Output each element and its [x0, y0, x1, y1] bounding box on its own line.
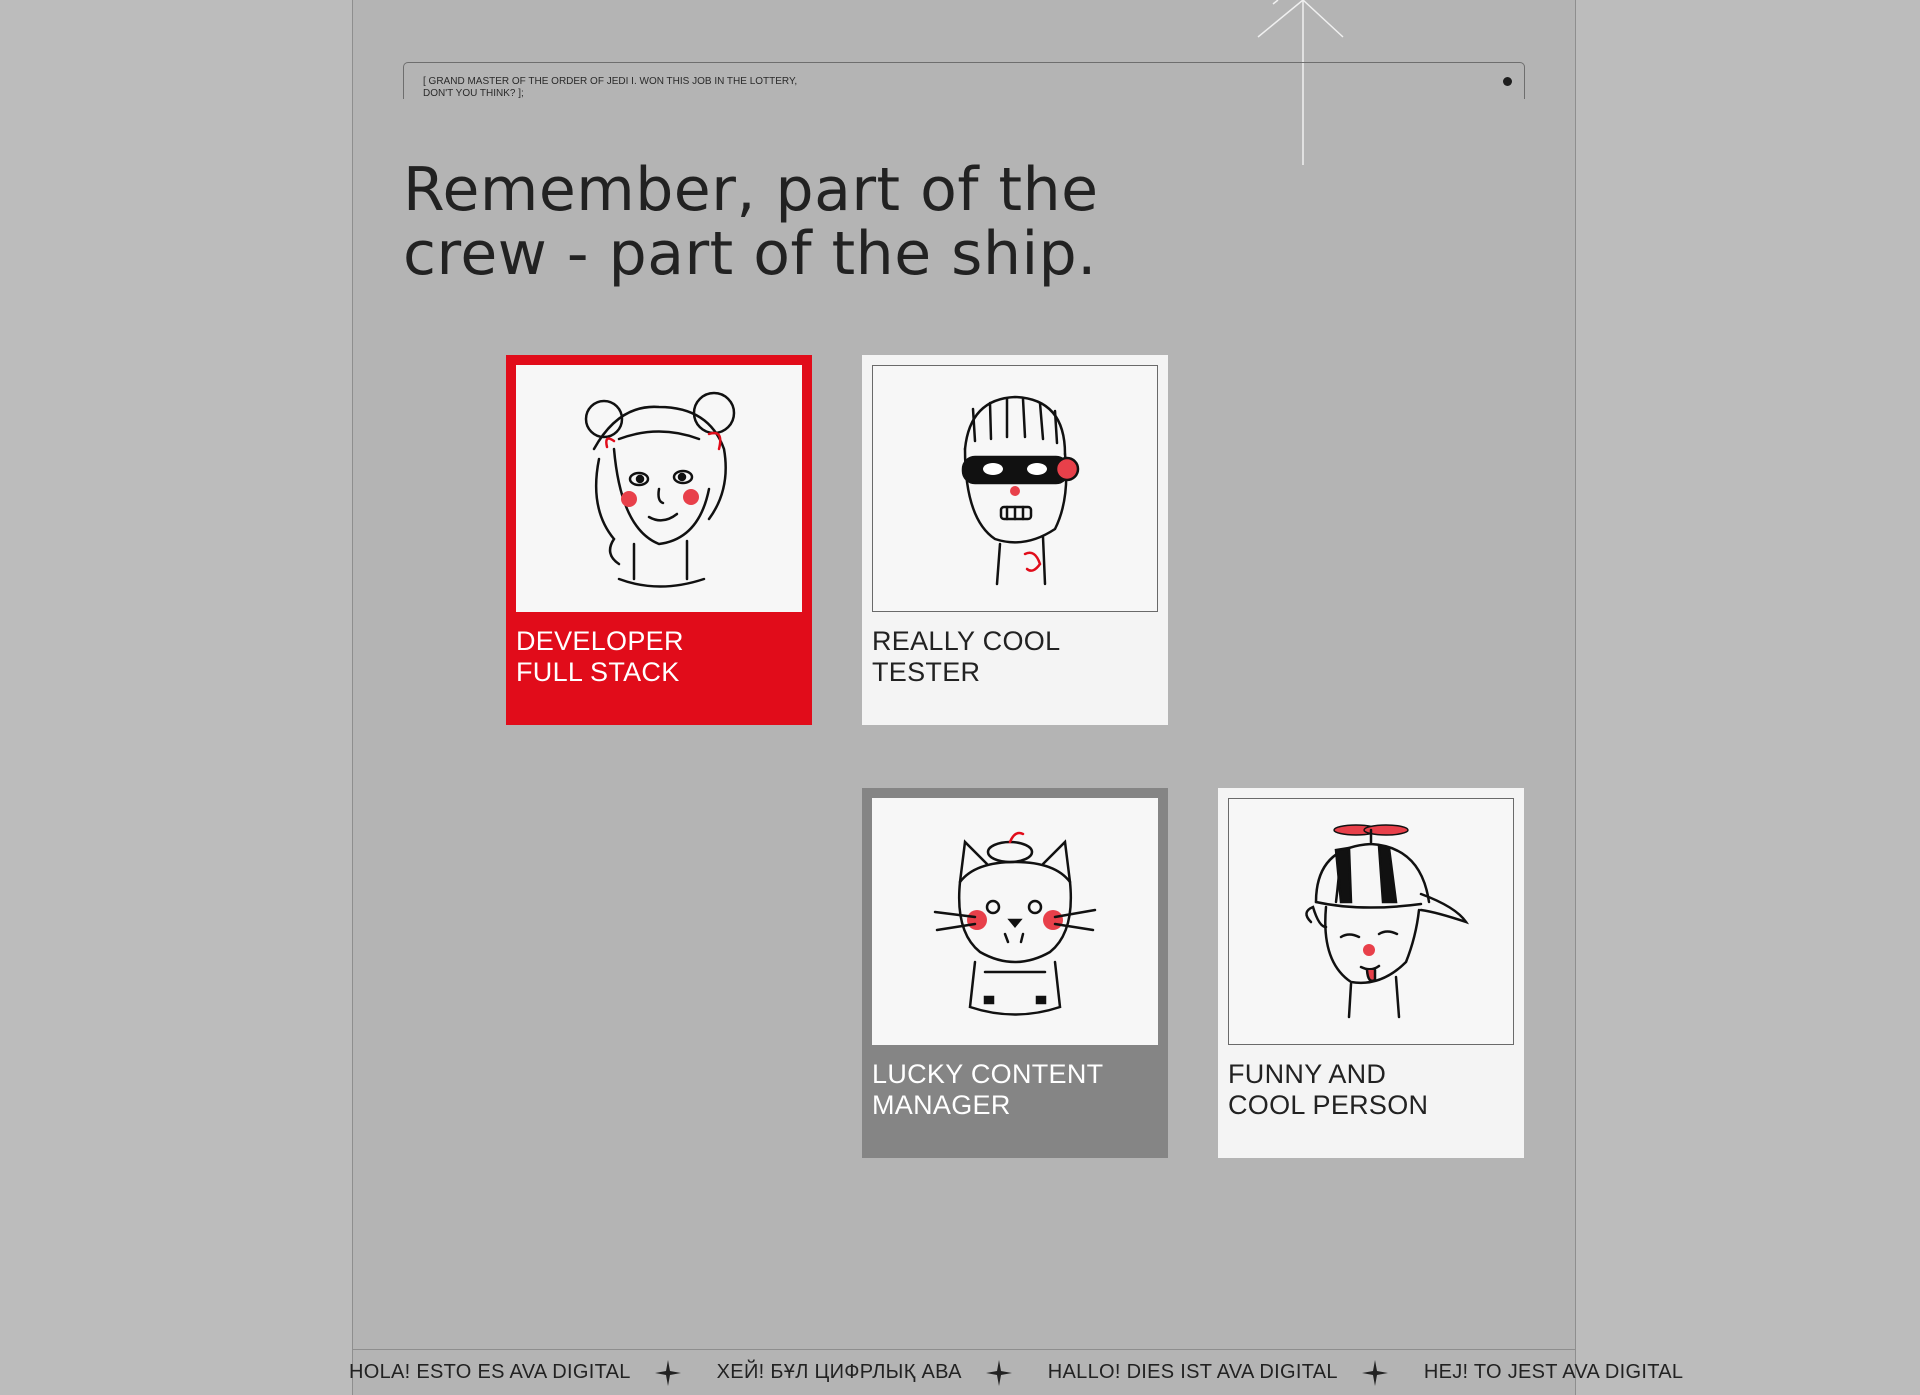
girl-with-buns-portrait-icon — [559, 379, 759, 599]
team-card-label: DEVELOPER FULL STACK — [516, 626, 684, 687]
star-icon — [1362, 1360, 1388, 1386]
title-line-1: Remember, part of the — [403, 155, 1099, 225]
team-card-developer[interactable] — [506, 355, 812, 725]
team-card-funny-person[interactable] — [1218, 788, 1524, 1158]
title-line-2: crew - part of the ship. — [403, 219, 1097, 289]
ticker-item: ХЕЙ! БҰЛ ЦИФРЛЫҚ АВА — [716, 1361, 962, 1383]
team-card-label: REALLY COOL TESTER — [872, 626, 1061, 687]
portrait-frame — [1228, 798, 1514, 1045]
portrait-frame — [516, 365, 802, 612]
ticker-marquee — [349, 1350, 1684, 1395]
team-card-tester[interactable] — [862, 355, 1168, 725]
team-section — [349, 0, 1684, 1395]
cat-with-beret-portrait-icon — [915, 812, 1115, 1032]
portrait-frame — [872, 365, 1158, 612]
star-icon — [986, 1360, 1012, 1386]
masked-bandit-portrait-icon — [915, 379, 1115, 599]
portrait-frame — [872, 798, 1158, 1045]
ticker-item: HEJ! TO JEST AVA DIGITAL — [1423, 1361, 1684, 1383]
team-card-content-manager[interactable] — [862, 788, 1168, 1158]
quote-text: [ GRAND MASTER OF THE ORDER OF JEDI I. WON THIS JOB IN THE LOTTERY, DON'T YOU THINK? ]; — [423, 76, 798, 99]
team-card-label: LUCKY CONTENT MANAGER — [872, 1059, 1104, 1120]
propeller-cap-boy-portrait-icon — [1271, 812, 1471, 1032]
star-icon — [655, 1360, 681, 1386]
page-title — [403, 155, 1203, 289]
team-card-label: FUNNY AND COOL PERSON — [1228, 1059, 1429, 1120]
ticker-item: HALLO! DIES IST AVA DIGITAL — [1047, 1361, 1338, 1383]
ticker-item: HOLA! ESTO ES AVA DIGITAL — [349, 1361, 631, 1383]
quote-dot — [1503, 77, 1512, 86]
